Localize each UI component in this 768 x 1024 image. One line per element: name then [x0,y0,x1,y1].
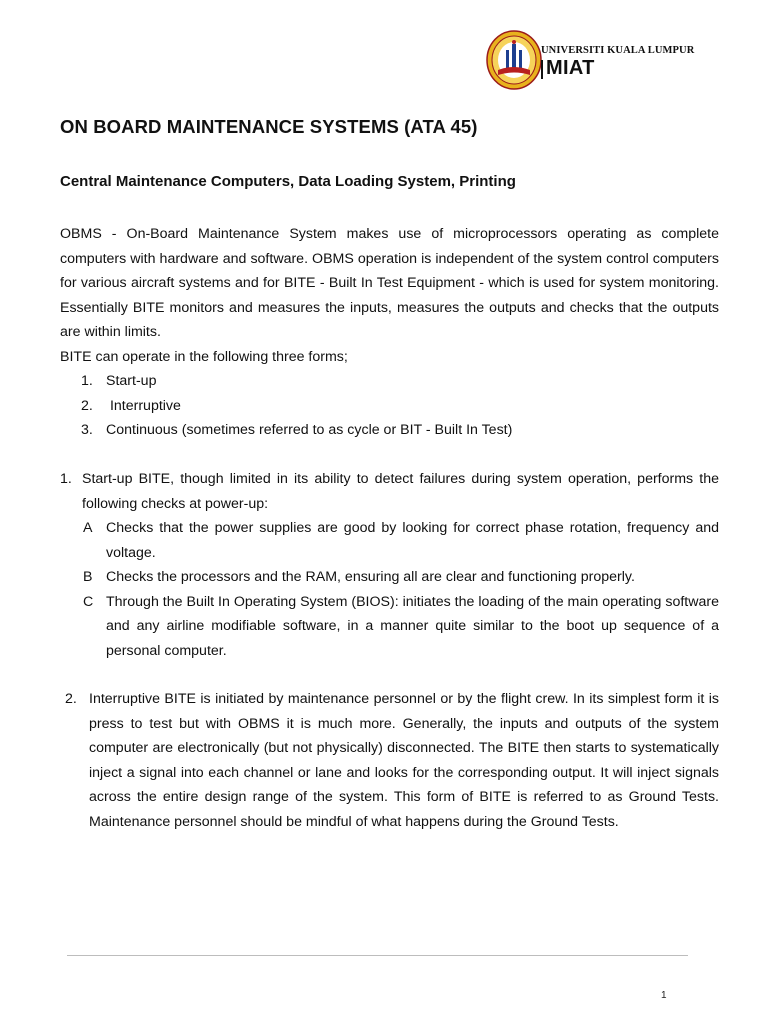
list-item-text: Start-up [106,373,157,389]
forms-intro: BITE can operate in the following three forms; [60,348,348,365]
intro-paragraph: OBMS - On-Board Maintenance System makes use of microprocessors operating as complete computers with hardware and software. OBMS operation is independent of the system control computers for various aircraft systems and for BITE - Built In Test Equipment - which is used for system monitoring. Essentially BITE monitors and measures the inputs, measures the outputs and checks that the outputs are within limits. [60,226,719,340]
bite-forms-list [60,369,719,443]
check-letter: C [83,593,94,610]
page-number: 1 [661,990,667,1001]
check-letter: A [83,520,93,536]
interruptive-bite-section [60,687,719,834]
list-item-text: Continuous (sometimes referred to as cycle or BIT - Built In Test) [106,422,513,438]
check-item [60,590,719,664]
list-item-number: 2. [81,397,93,414]
logo-divider [541,60,543,79]
list-item [60,418,719,443]
check-letter: B [83,569,93,585]
list-item [60,369,719,394]
interruptive-bite-text: Interruptive BITE is initiated by maintenance personnel or by the flight crew. In its simplest form it is press to test but with OBMS it is much more. Generally, the inputs and outputs of the system computer are electronically (but not physically) disconnected. The BITE then starts to systematically inject a signal into each channel or lane and looks for the corresponding output. It will inject signals across the entire design range of the system. This form of BITE is referred to as Ground Tests. Maintenance personnel should be mindful of what happens during the Ground Tests. [89,691,719,830]
campus-name: MIAT [546,57,595,79]
intro-section [60,222,719,443]
check-text: Checks the processors and the RAM, ensuring all are clear and functioning properly. [106,569,635,585]
document-subtitle: Central Maintenance Computers, Data Loading System, Printing [60,173,516,190]
item-number: 2. [65,691,77,707]
list-item-number: 3. [81,422,93,438]
document-title: ON BOARD MAINTENANCE SYSTEMS (ATA 45) [60,116,478,137]
interruptive-bite-item [60,687,719,834]
list-item [60,394,719,419]
list-item-text: Interruptive [106,397,181,414]
startup-bite-item [60,467,719,516]
check-item [60,516,719,565]
footer-divider [67,955,688,956]
list-item-number: 1. [81,373,93,389]
check-text: Checks that the power supplies are good by looking for correct phase rotation, frequency and voltage. [106,520,719,561]
check-item [60,565,719,590]
startup-bite-lead: Start-up BITE, though limited in its ability to detect failures during system operation, performs the following checks at power-up: [82,471,719,512]
startup-bite-section [60,467,719,663]
university-logo [486,30,716,94]
university-name: UNIVERSITI KUALA LUMPUR [541,45,695,56]
check-text: Through the Built In Operating System (BIOS): initiates the loading of the main operating software and any airline modifiable software, in a manner quite similar to the boot up sequence of a personal computer. [106,593,719,659]
university-seal-icon [486,30,542,90]
item-number: 1. [60,471,72,487]
